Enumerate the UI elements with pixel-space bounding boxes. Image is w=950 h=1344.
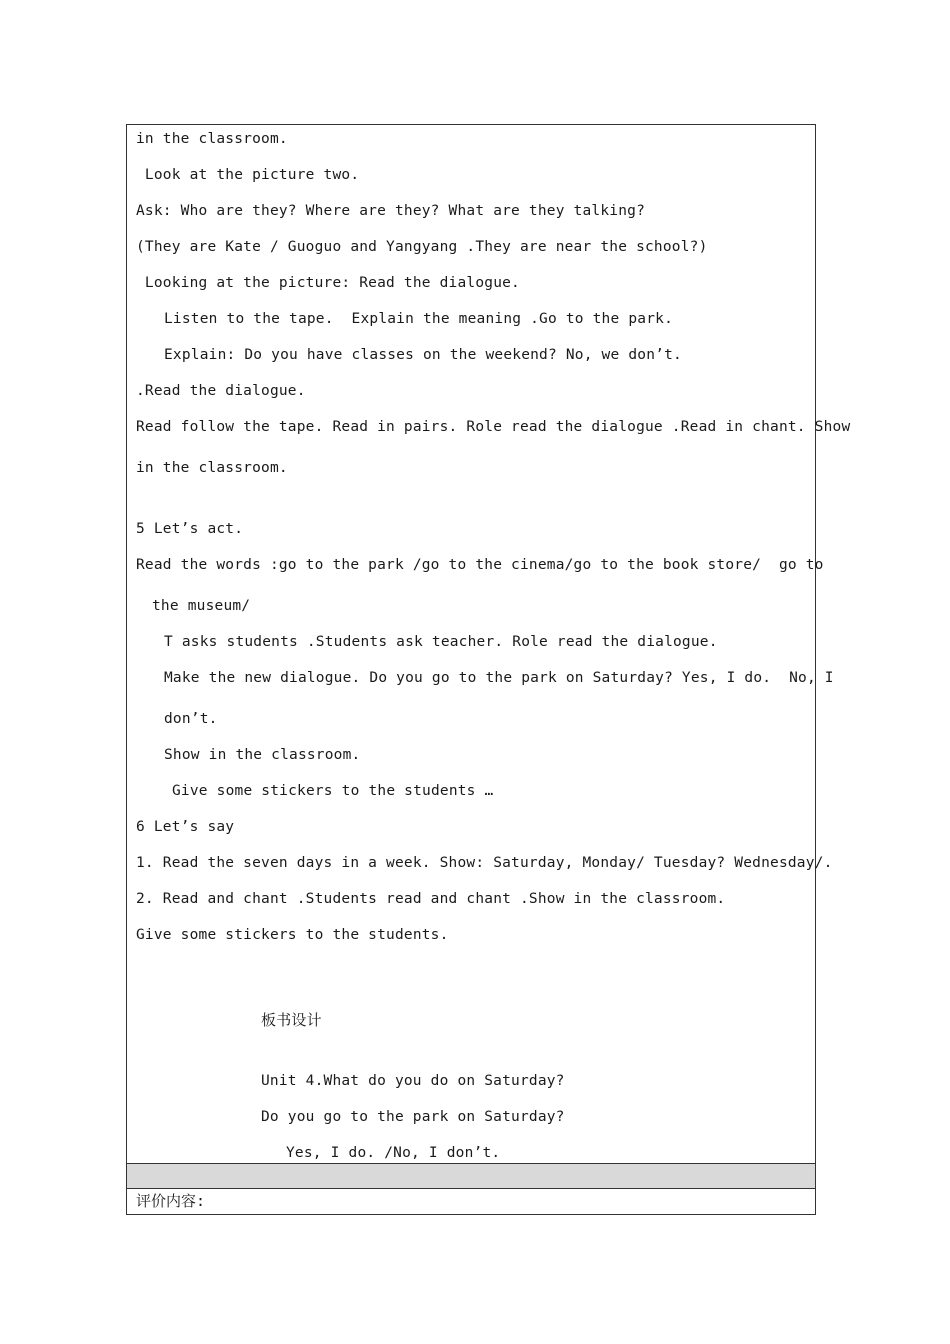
evaluation-row (127, 1189, 815, 1214)
text-line: the museum/ (152, 598, 251, 614)
text-line: T asks students .Students ask teacher. Role read the dialogue. (164, 634, 718, 650)
text-line: Give some stickers to the students. (136, 927, 449, 943)
text-line: (They are Kate / Guoguo and Yangyang .They are near the school?) (136, 239, 708, 255)
text-line: Listen to the tape. Explain the meaning .Go to the park. (164, 311, 673, 327)
board-design-line: Unit 4.What do you do on Saturday? (261, 1073, 565, 1089)
teaching-procedure-cell (127, 125, 851, 1164)
text-line: Explain: Do you have classes on the weekend? No, we don’t. (164, 347, 682, 363)
lesson-plan-table (126, 124, 851, 1215)
text-line: Give some stickers to the students … (172, 783, 494, 799)
text-line: Read the words :go to the park /go to the cinema/go to the book store/ go to (136, 557, 824, 573)
text-line: 2. Read and chant .Students read and chant .Show in the classroom. (136, 891, 726, 907)
text-line: Ask: Who are they? Where are they? What are they talking? (136, 203, 645, 219)
text-line: .Read the dialogue. (136, 383, 306, 399)
section-heading: 6 Let’s say (136, 819, 235, 835)
text-line: Look at the picture two. (136, 167, 360, 183)
text-line: Read follow the tape. Read in pairs. Role read the dialogue .Read in chant. Show (136, 419, 851, 435)
text-line: Show in the classroom. (164, 747, 361, 763)
text-line: don’t. (164, 711, 218, 727)
text-line: 1. Read the seven days in a week. Show: Saturday, Monday/ Tuesday? Wednesday/. (136, 855, 833, 871)
text-line: in the classroom. (136, 131, 288, 147)
text-line: Looking at the picture: Read the dialogue. (136, 275, 520, 291)
shaded-separator-row (127, 1164, 815, 1189)
evaluation-label: 评价内容: (136, 1192, 206, 1210)
board-design-line: Do you go to the park on Saturday? (261, 1109, 565, 1125)
section-heading: 5 Let’s act. (136, 521, 244, 537)
text-line: in the classroom. (136, 460, 288, 476)
text-line: Make the new dialogue. Do you go to the park on Saturday? Yes, I do. No, I (164, 670, 834, 686)
board-design-line: Yes, I do. /No, I don’t. (286, 1145, 501, 1161)
board-design-heading: 板书设计 (261, 1011, 322, 1029)
